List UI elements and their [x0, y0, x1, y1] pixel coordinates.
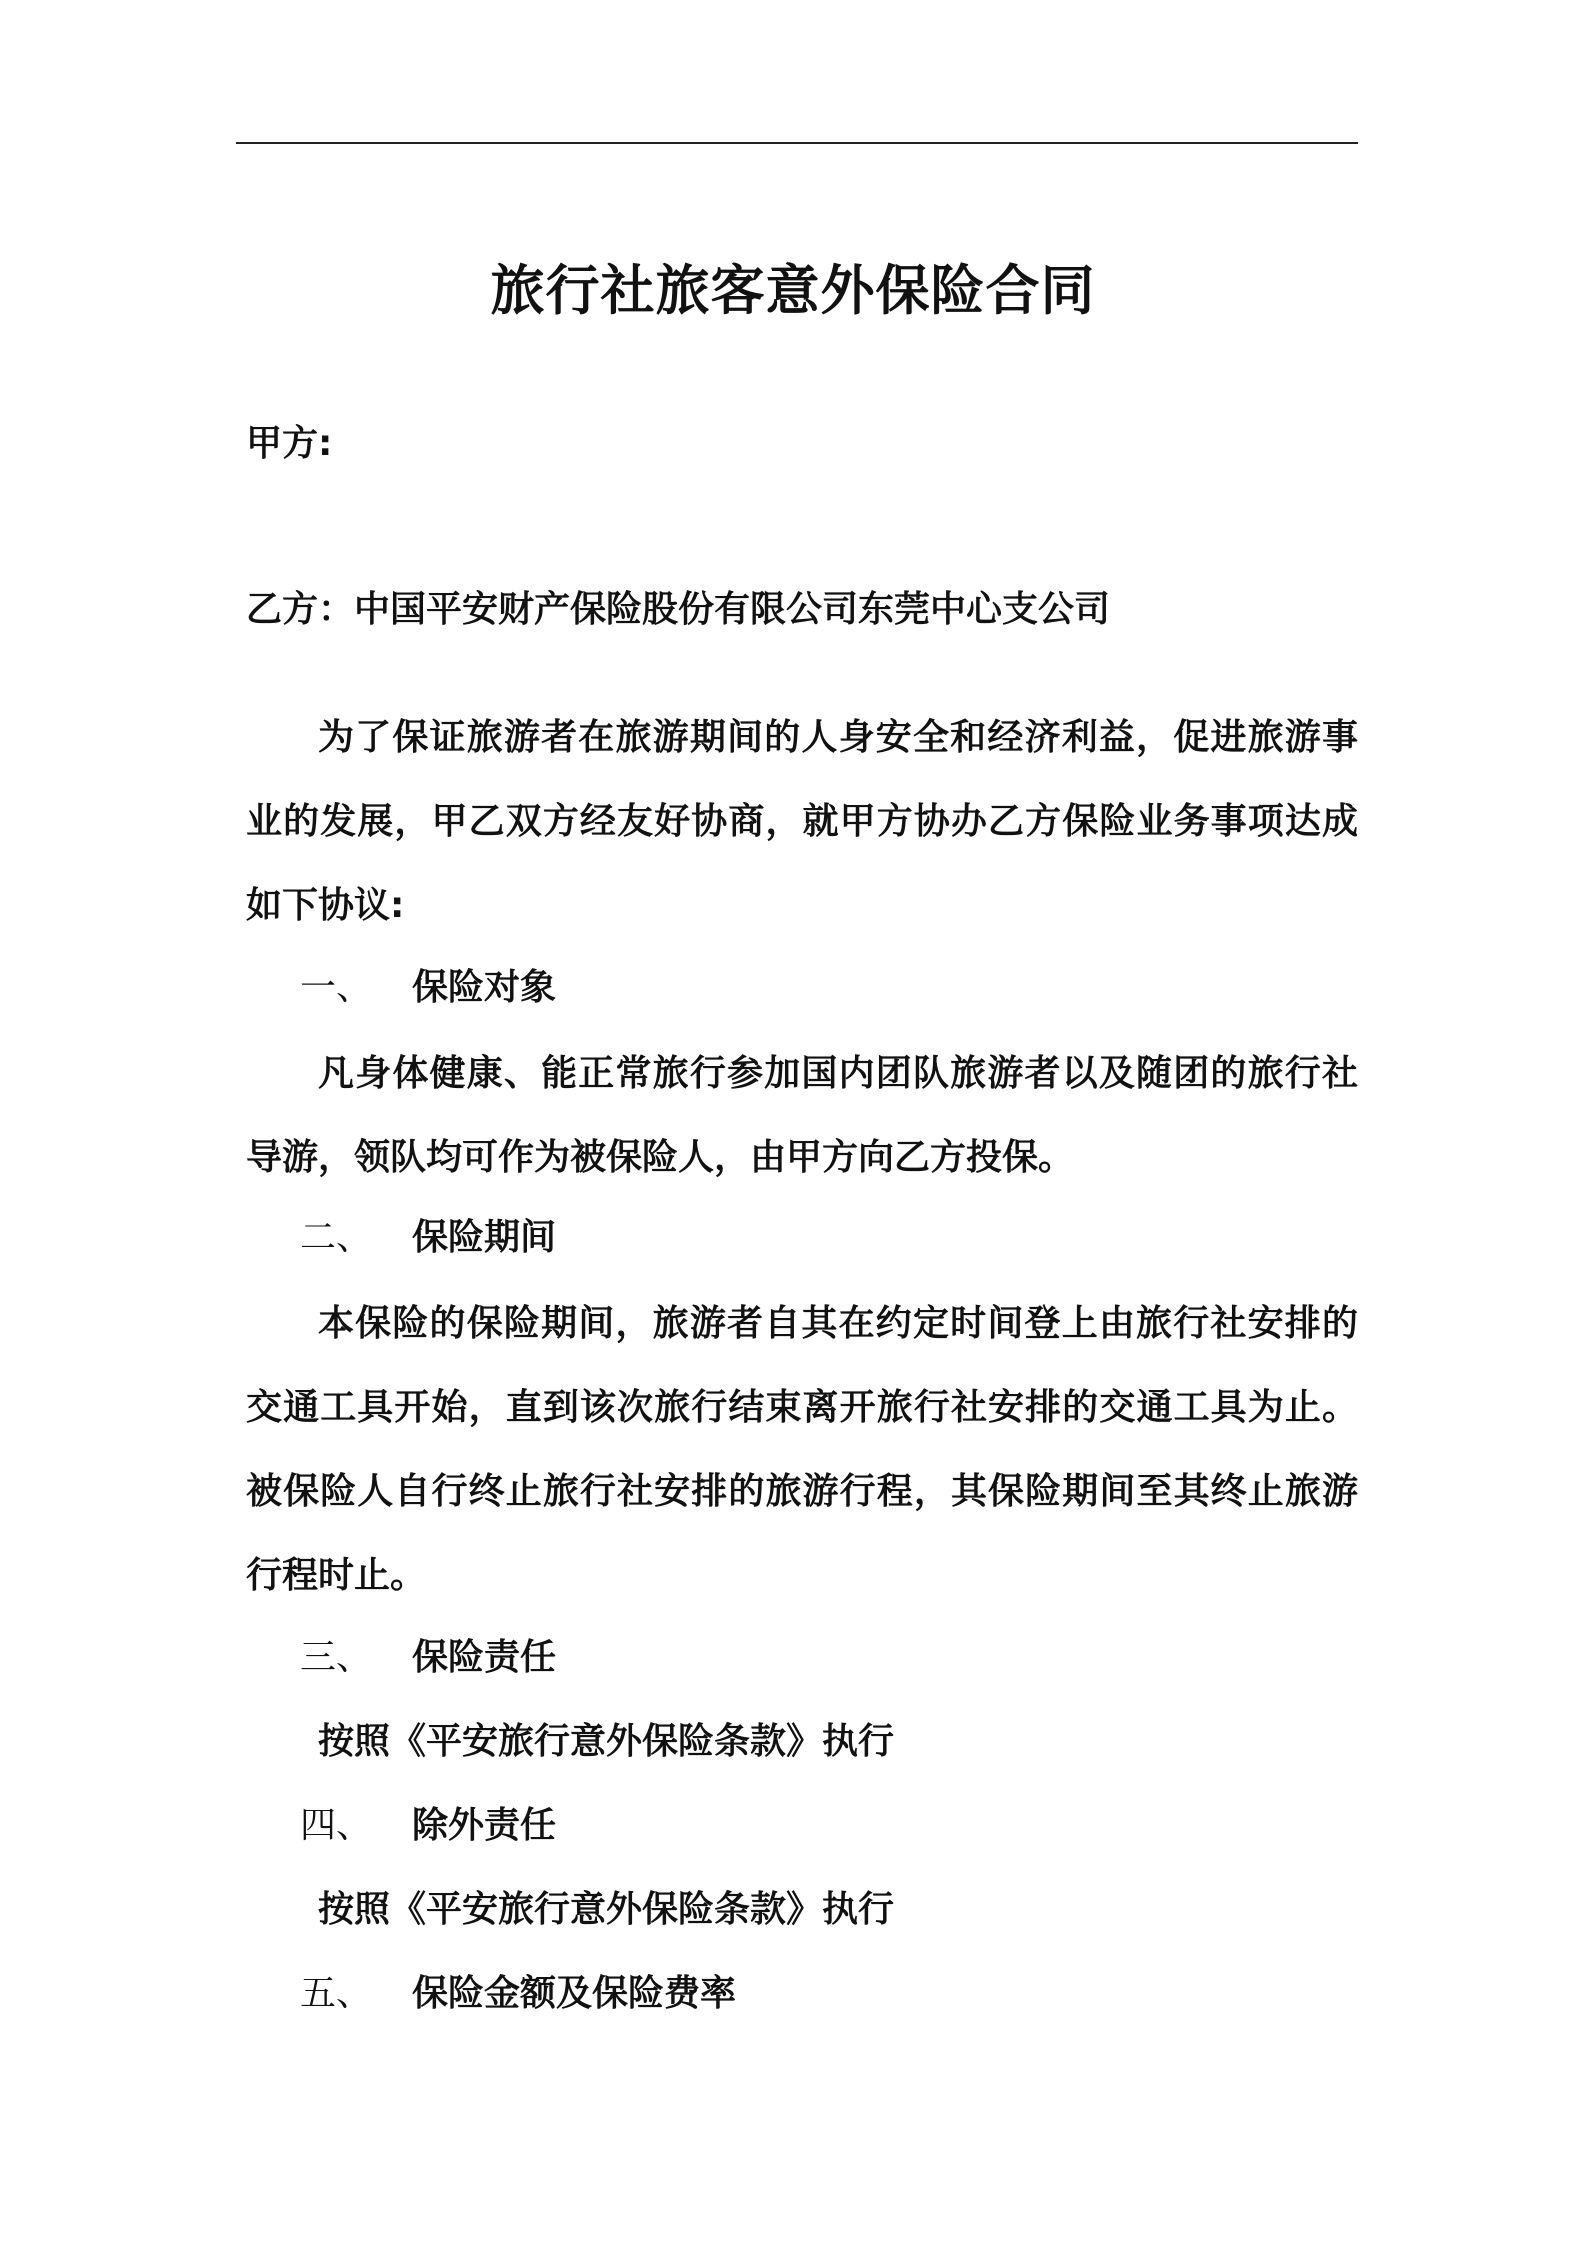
section-title: 除外责任 [412, 1805, 557, 1846]
section-heading-5 [300, 1970, 736, 2018]
section-body-1: 凡身体健康、能正常旅行参加国内团队旅游者以及随团的旅行社导游，领队均可作为被保险人，由甲方向乙方投保。 [246, 1053, 1358, 1178]
section-heading-3 [300, 1634, 556, 1682]
section-title: 保险期间 [412, 1217, 557, 1258]
section-title: 保险对象 [412, 967, 557, 1008]
section-body-4: 按照《平安旅行意外保险条款》执行 [318, 1889, 895, 1930]
section-number: 二、 [300, 1217, 373, 1258]
party-b-label: 乙方：中国平安财产保险股份有限公司东莞中心支公司 [246, 589, 1111, 630]
section-number: 四、 [300, 1805, 373, 1846]
party-a-label: 甲方: [246, 423, 333, 464]
section-number: 一、 [300, 967, 373, 1008]
section-number: 五、 [300, 1973, 373, 2014]
section-body-2: 本保险的保险期间，旅游者自其在约定时间登上由旅行社安排的交通工具开始，直到该次旅行结束离开旅行社安排的交通工具为止。被保险人自行终止旅行社安排的旅游行程，其保险期间至其终止旅游行程时止。 [246, 1303, 1358, 1596]
section-title: 保险金额及保险费率 [412, 1973, 737, 2014]
section-heading-1 [300, 964, 556, 1012]
section-number: 三、 [300, 1637, 373, 1678]
section-heading-4 [300, 1802, 556, 1850]
section-title: 保险责任 [412, 1637, 557, 1678]
page-title: 旅行社旅客意外保险合同 [490, 259, 1096, 322]
intro-paragraph: 为了保证旅游者在旅游期间的人身安全和经济利益，促进旅游事业的发展，甲乙双方经友好协商，就甲方协办乙方保险业务事项达成如下协议: [246, 717, 1358, 926]
header-rule [236, 142, 1358, 144]
section-heading-2 [300, 1214, 556, 1262]
section-body-3: 按照《平安旅行意外保险条款》执行 [318, 1721, 895, 1762]
